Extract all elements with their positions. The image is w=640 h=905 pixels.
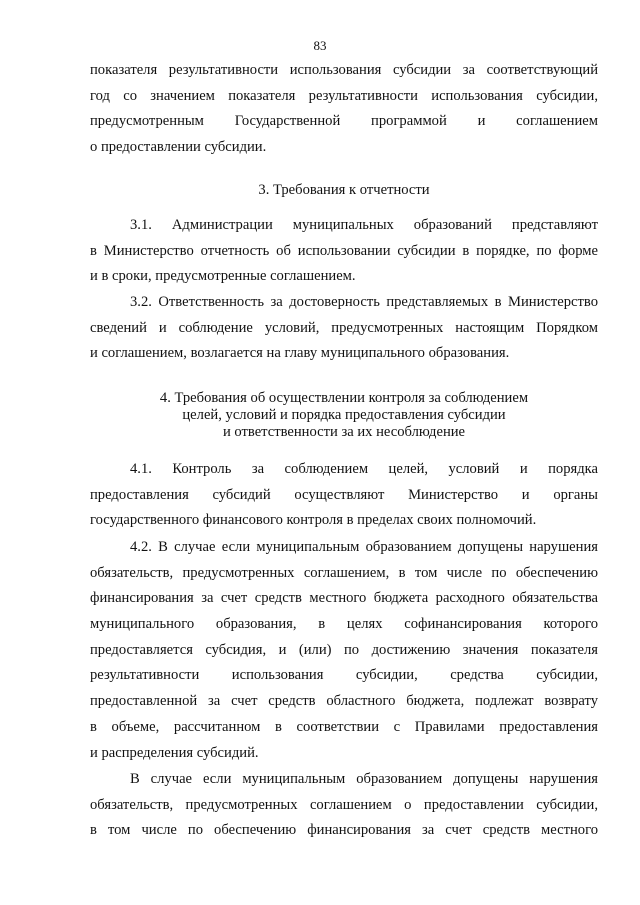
page-number: 83 [313,38,327,53]
text-line: о предоставлении субсидии. [90,139,267,156]
text-line: предоставленной за счет средств областного бюджета, подлежат возврату [90,693,598,710]
text-line: 4.2. В случае если муниципальным образованием допущены нарушения [130,539,598,555]
paragraph-4-1 [90,457,598,534]
text-line: результативности использования субсидии, средства субсидии, [90,667,598,684]
text-line: в том числе по обеспечению финансирования за счет средств местного [90,822,598,839]
paragraph-intro [90,58,598,161]
text-line: показателя результативности использования субсидии за соответствующий [90,62,598,78]
text-line: 3.2. Ответственность за достоверность представляемых в Министерство [130,294,598,310]
text-line: 3.1. Администрации муниципальных образований представляют [130,217,598,233]
text-line: финансирования за счет средств местного бюджета расходного обязательства [90,590,598,607]
text-line: обязательств, предусмотренных соглашением о предоставлении субсидии, [90,796,598,813]
paragraph-4-2 [90,535,598,766]
text-line: В случае если муниципальным образованием допущены нарушения [130,771,598,787]
text-line: и распределения субсидий. [90,744,259,761]
text-line: 4.1. Контроль за соблюдением целей, условий и порядка [130,461,598,477]
text-line: и в сроки, предусмотренные соглашением. [90,268,356,285]
paragraph-4-2-continued [90,767,598,844]
text-line: в объеме, рассчитанном в соответствии с Правилами предоставления [90,718,598,735]
heading-line: целей, условий и порядка предоставления субсидии [182,407,506,423]
text-line: в Министерство отчетность об использовании субсидии в порядке, по форме [90,242,598,259]
text-line: государственного финансового контроля в пределах своих полномочий. [90,512,537,529]
text-line: предоставляется субсидия, и (или) по достижению значения показателя [90,641,598,658]
text-line: и соглашением, возлагается на главу муниципального образования. [90,345,510,362]
text-line: муниципального образования, в целях софинансирования которого [90,616,598,633]
text-line: предусмотренным Государственной программой и соглашением [90,113,598,130]
section-heading-3: 3. Требования к отчетности [258,182,430,198]
paragraph-3-1 [90,213,598,290]
heading-line: 4. Требования об осуществлении контроля за соблюдением [159,390,529,406]
section-heading-4 [90,390,598,441]
heading-line: и ответственности за их несоблюдение [222,424,466,440]
paragraph-3-2 [90,290,598,367]
text-line: сведений и соблюдение условий, предусмотренных настоящим Порядком [90,319,598,336]
text-line: обязательств, предусмотренных соглашением, в том числе по обеспечению [90,564,598,581]
text-line: год со значением показателя результативности использования субсидии, [90,87,598,104]
text-line: предоставления субсидий осуществляют Министерство и органы [90,486,598,503]
